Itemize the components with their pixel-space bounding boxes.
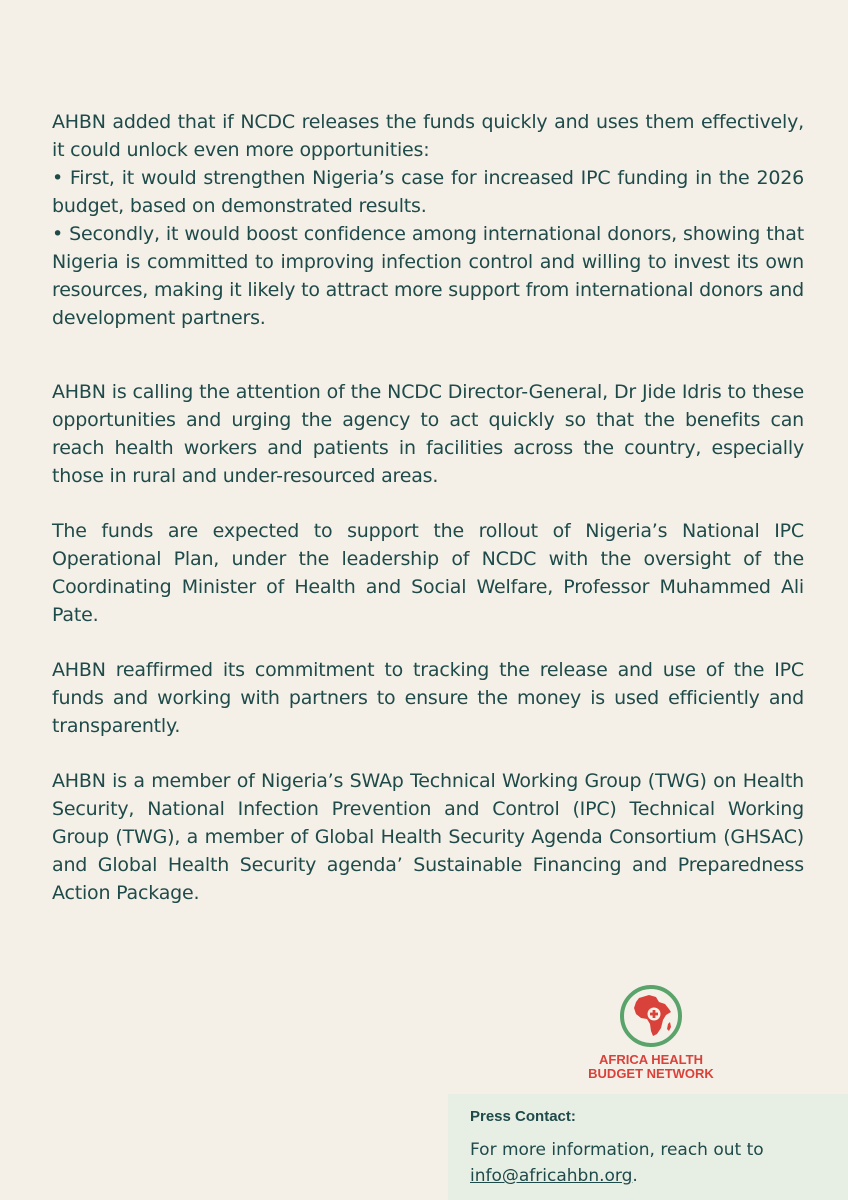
ahbn-logo	[576, 984, 726, 1084]
bullet-first: • First, it would strengthen Nigeria’s case for increased IPC funding in the 2026 budget, based on demonstrated results.	[52, 167, 804, 217]
press-contact-text: For more information, reach out to	[470, 1140, 764, 1160]
paragraph-call-to-ncdc: AHBN is calling the attention of the NCDC Director-General, Dr Jide Idris to these opportunities and urging the agency to act quickly so that the benefits can reach health workers and patients in facilities across the country, especially those in rural and under-resourced areas.	[52, 381, 804, 487]
paragraph-opportunities-intro: AHBN added that if NCDC releases the funds quickly and uses them effectively, it could unlock even more opportunities:	[52, 111, 804, 161]
article-body	[52, 108, 804, 907]
press-contact-box	[448, 1094, 848, 1200]
paragraph-membership: AHBN is a member of Nigeria’s SWAp Technical Working Group (TWG) on Health Security, National Infection Prevention and Control (IPC) Technical Working Group (TWG), a member of Global Health Security Agenda Consortium (GHSAC) and Global Health Security agenda’ Sustainable Financing and Preparedness Action Package.	[52, 770, 804, 904]
africa-map-icon	[619, 984, 683, 1048]
press-contact-email-line	[470, 1163, 638, 1189]
press-contact-title: Press Contact:	[470, 1108, 576, 1125]
paragraph-funds-expected: The funds are expected to support the rollout of Nigeria’s National IPC Operational Plan, under the leadership of NCDC with the oversight of the Coordinating Minister of Health and Social Welfare, Professor Muhammed Ali Pate.	[52, 520, 804, 626]
paragraph-commitment: AHBN reaffirmed its commitment to tracking the release and use of the IPC funds and working with partners to ensure the money is used efficiently and transparently.	[52, 659, 804, 737]
press-email-link[interactable]: info@africahbn.org	[470, 1166, 633, 1186]
logo-wordmark: AFRICA HEALTH BUDGET NETWORK	[588, 1052, 714, 1081]
bullet-second: • Secondly, it would boost confidence among international donors, showing that Nigeria is committed to improving infection control and willing to invest its own resources, making it likely to attract more support from international donors and development partners.	[52, 223, 804, 329]
press-email-suffix: .	[632, 1166, 638, 1186]
